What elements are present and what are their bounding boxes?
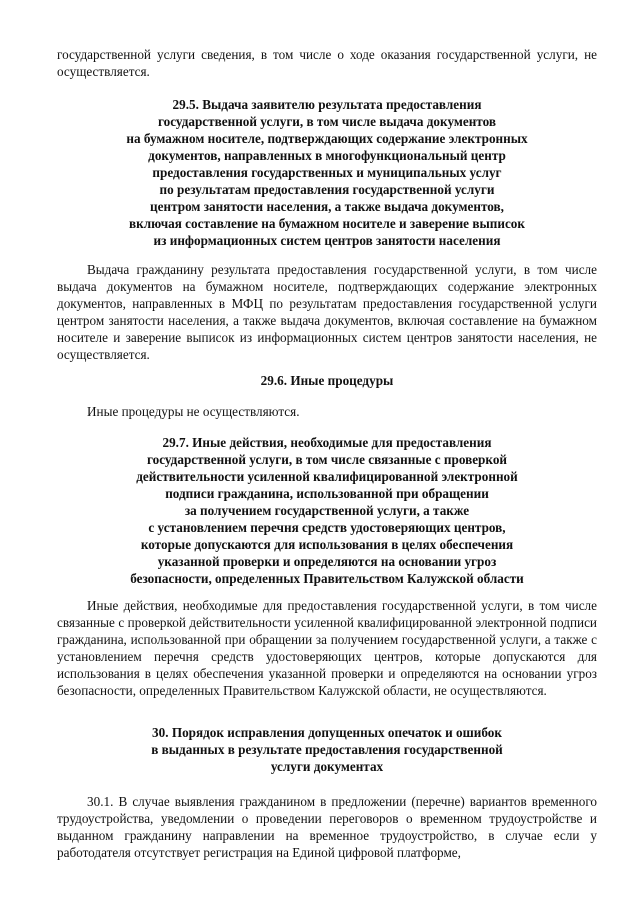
heading-line: по результатам предоставления государственной услуги: [159, 182, 495, 197]
heading-line: в выданных в результате предоставления государственной: [151, 742, 503, 757]
heading-line: государственной услуги, в том числе выдача документов: [158, 114, 496, 129]
heading-line: из информационных систем центров занятости населения: [153, 233, 501, 248]
heading-29-5: [57, 96, 597, 249]
paragraph-29-6: Иные процедуры не осуществляются.: [87, 404, 300, 419]
paragraph-30-1: 30.1. В случае выявления гражданином в предложении (перечне) вариантов временного трудоустройства, уведомлении о проведении переговоров о временном трудоустройстве и выданном гражданину направлении на временное трудоустройство, в случае если у работодателя отсутствует регистрация на Единой цифровой платформе,: [57, 794, 597, 860]
heading-line: которые допускаются для использования в целях обеспечения: [140, 537, 514, 552]
heading-line: 29.5. Выдача заявителю результата предоставления: [172, 97, 482, 112]
paragraph-29-5: Выдача гражданину результата предоставления государственной услуги, в том числе выдача документов на бумажном носителе, подтверждающих содержание электронных документов, направленных в МФЦ по результатам предоставления государственной услуги центром занятости населения, а также выдача документов, включая составление на бумажном носителе и заверение выписок из информационных систем центров занятости населения, не осуществляется.: [57, 262, 597, 362]
heading-29-7: [57, 434, 597, 587]
heading-line: предоставления государственных и муниципальных услуг: [152, 165, 502, 180]
heading-line: услуги документах: [270, 759, 384, 774]
heading-line: 30. Порядок исправления допущенных опечаток и ошибок: [152, 725, 502, 740]
heading-line: включая составление на бумажном носителе и заверение выписок: [129, 216, 525, 231]
heading-line: с установлением перечня средств удостоверяющих центров,: [148, 520, 506, 535]
heading-line: указанной проверки и определяются на основании угроз: [157, 554, 497, 569]
heading-line: подписи гражданина, использованной при обращении: [165, 486, 489, 501]
heading-line: 29.7. Иные действия, необходимые для предоставления: [162, 435, 492, 450]
heading-29-6: 29.6. Иные процедуры: [260, 373, 394, 388]
paragraph-intro: государственной услуги сведения, в том числе о ходе оказания государственной услуги, не осуществляется.: [57, 47, 597, 79]
heading-line: за получением государственной услуги, а также: [184, 503, 470, 518]
heading-line: действительности усиленной квалифицированной электронной: [136, 469, 518, 484]
heading-line: документов, направленных в многофункциональный центр: [148, 148, 506, 163]
heading-line: центром занятости населения, а также выдача документов,: [150, 199, 504, 214]
heading-line: государственной услуги, в том числе связанные с проверкой: [146, 452, 508, 467]
paragraph-29-7: Иные действия, необходимые для предоставления государственной услуги, в том числе связанные с проверкой действительности усиленной квалифицированной электронной подписи гражданина, использованной при обращении за получением государственной услуги, а также с установлением перечня средств удостоверяющих центров, которые допускаются для использования в целях обеспечения указанной проверки и определяются на основании угроз безопасности, определенных Правительством Калужской области, не осуществляются.: [57, 598, 597, 698]
heading-line: на бумажном носителе, подтверждающих содержание электронных: [126, 131, 528, 146]
heading-line: безопасности, определенных Правительством Калужской области: [130, 571, 524, 586]
heading-30: [57, 724, 597, 775]
